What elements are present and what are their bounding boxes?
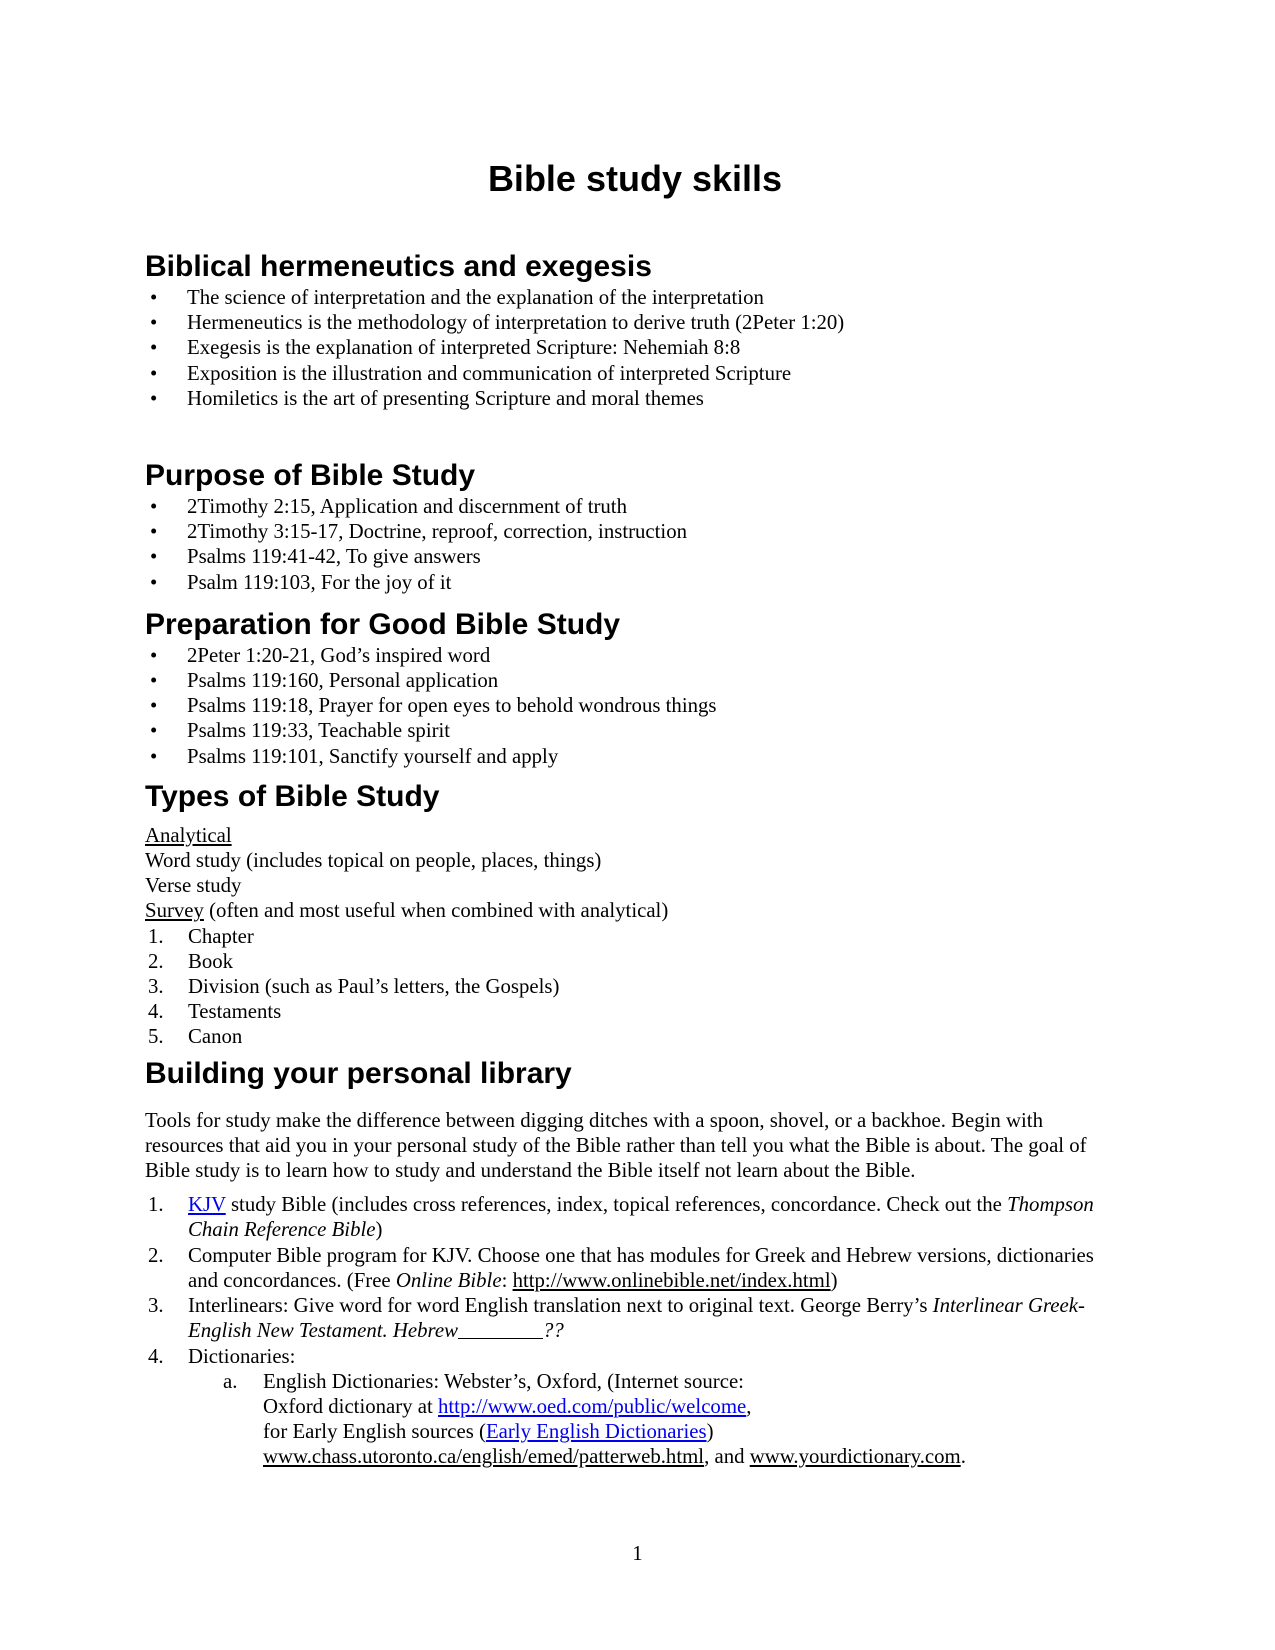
text-segment: (often and most useful when combined with analytical) — [203, 899, 669, 923]
section-purpose — [145, 458, 1125, 595]
numbered-list — [145, 1192, 1125, 1368]
numbered-item — [145, 1344, 1125, 1369]
bullet-item: • 2Timothy 2:15, Application and discernment of truth — [145, 494, 1125, 519]
item-text — [188, 1345, 295, 1368]
oed-link[interactable]: http://www.oed.com/public/welcome — [438, 1394, 747, 1418]
section-biblical-hermeneutics — [145, 249, 1125, 411]
page-title: Bible study skills — [487, 158, 783, 199]
text-segment: ) — [375, 1218, 383, 1242]
numbered-item — [145, 1293, 1125, 1343]
bullet-item: • Psalms 119:160, Personal application — [145, 668, 1125, 693]
text-segment: Interlinears: Give word for word English translation next to original text. George Berry’s — [188, 1294, 933, 1318]
text-segment: . — [960, 1445, 966, 1469]
numbered-item — [145, 1192, 1125, 1242]
bullet-item: • Psalms 119:41-42, To give answers — [145, 544, 1125, 569]
text-segment: Interlinear Greek-English New Testament. Hebrew — [188, 1294, 1085, 1343]
bullet-list — [145, 643, 1125, 769]
chass-utoronto-url[interactable]: www.chass.utoronto.ca/english/emed/patterweb.html — [263, 1445, 705, 1469]
bullet-item: • Exegesis is the explanation of interpreted Scripture: Nehemiah 8:8 — [145, 335, 1125, 360]
text-segment: Oxford dictionary at — [263, 1394, 438, 1418]
kjv-link[interactable]: KJV — [188, 1193, 226, 1217]
numbered-item: Testaments — [188, 1000, 282, 1024]
types-lines — [145, 823, 1125, 924]
bullet-item: • 2Peter 1:20-21, God’s inspired word — [145, 643, 1125, 668]
bullet-item: • Psalm 119:103, For the joy of it — [145, 570, 1125, 595]
text-line — [145, 848, 1125, 873]
text-line — [145, 898, 1125, 923]
text-segment: English Dictionaries: Webster’s, Oxford, (Internet source: — [263, 1369, 744, 1393]
section-heading-library: Building your personal library — [145, 1056, 572, 1090]
text-segment: , and — [704, 1445, 750, 1469]
early-english-dictionaries-link[interactable]: Early English Dictionaries — [485, 1420, 707, 1444]
numbered-list — [145, 924, 1125, 1050]
page-number: 1 — [632, 1542, 643, 1565]
lettered-item — [223, 1369, 1125, 1470]
bullet-item: • Homiletics is the art of presenting Scripture and moral themes — [145, 386, 1125, 411]
section-heading-purpose: Purpose of Bible Study — [145, 459, 476, 493]
item-text — [263, 1370, 966, 1469]
section-heading-types: Types of Bible Study — [145, 779, 440, 813]
numbered-item: Division (such as Paul’s letters, the Gospels) — [188, 975, 560, 999]
text-line — [145, 823, 1125, 848]
bullet-item: • The science of interpretation and the explanation of the interpretation — [145, 285, 1125, 310]
numbered-item: Book — [188, 949, 234, 973]
bullet-list — [145, 494, 1125, 595]
yourdictionary-url[interactable]: www.yourdictionary.com — [749, 1445, 961, 1469]
bullet-item: • Exposition is the illustration and communication of interpreted Scripture — [145, 361, 1125, 386]
text-segment: Dictionaries: — [188, 1344, 296, 1368]
text-segment: ) — [706, 1420, 714, 1444]
intro-paragraph: Tools for study make the difference between digging ditches with a spoon, shovel, or a backhoe. Begin with resources that aid you in your personal study of the Bible rather than tell you what the Bible is about. The goal of Bible study is to learn how to study and understand the Bible itself not learn about the Bible. — [145, 1108, 1087, 1183]
section-heading-biblical-hermeneutics: Biblical hermeneutics and exegesis — [145, 250, 652, 283]
text-segment: Word study (includes topical on people, places, things) — [145, 849, 602, 873]
text-segment: for Early English sources ( — [263, 1420, 486, 1444]
text-segment: study Bible (includes cross references, index, topical references, concordance. Check out the — [225, 1193, 1008, 1217]
text-segment: : — [501, 1268, 513, 1292]
bullet-list — [145, 285, 1125, 411]
section-library — [145, 1056, 1125, 1470]
item-text — [188, 1193, 1094, 1241]
lettered-sub-list — [145, 1369, 1125, 1470]
bullet-item: • Psalms 119:33, Teachable spirit — [145, 718, 1125, 743]
section-preparation — [145, 607, 1125, 769]
numbered-item: Canon — [188, 1025, 243, 1049]
text-segment: Online Bible — [395, 1268, 502, 1292]
numbered-item: Chapter — [188, 924, 254, 948]
text-segment: Computer Bible program for KJV. Choose one that has modules for Greek and Hebrew versions, dictionaries and concordances. (Free — [188, 1243, 1094, 1292]
section-types — [145, 779, 1125, 1050]
text-segment: Analytical — [145, 823, 232, 847]
text-segment: Verse study — [145, 874, 242, 898]
onlinebible-url[interactable]: http://www.onlinebible.net/index.html — [512, 1268, 831, 1292]
text-segment: ) — [830, 1268, 838, 1292]
bullet-item: • Psalms 119:18, Prayer for open eyes to behold wondrous things — [145, 693, 1125, 718]
text-line — [145, 873, 1125, 898]
text-segment: , — [746, 1394, 752, 1418]
fill-in-blank — [458, 1337, 543, 1339]
text-segment: Thompson Chain Reference Bible — [188, 1193, 1094, 1242]
text-segment: ?? — [542, 1319, 564, 1343]
item-text — [188, 1294, 1085, 1342]
bullet-item: • 2Timothy 3:15-17, Doctrine, reproof, correction, instruction — [145, 519, 1125, 544]
item-text — [188, 1244, 1094, 1292]
text-segment: Survey — [145, 899, 204, 923]
bullet-item: • Psalms 119:101, Sanctify yourself and apply — [145, 744, 1125, 769]
section-heading-preparation: Preparation for Good Bible Study — [145, 607, 621, 641]
bullet-item: • Hermeneutics is the methodology of interpretation to derive truth (2Peter 1:20) — [145, 310, 1125, 335]
numbered-item — [145, 1243, 1125, 1293]
